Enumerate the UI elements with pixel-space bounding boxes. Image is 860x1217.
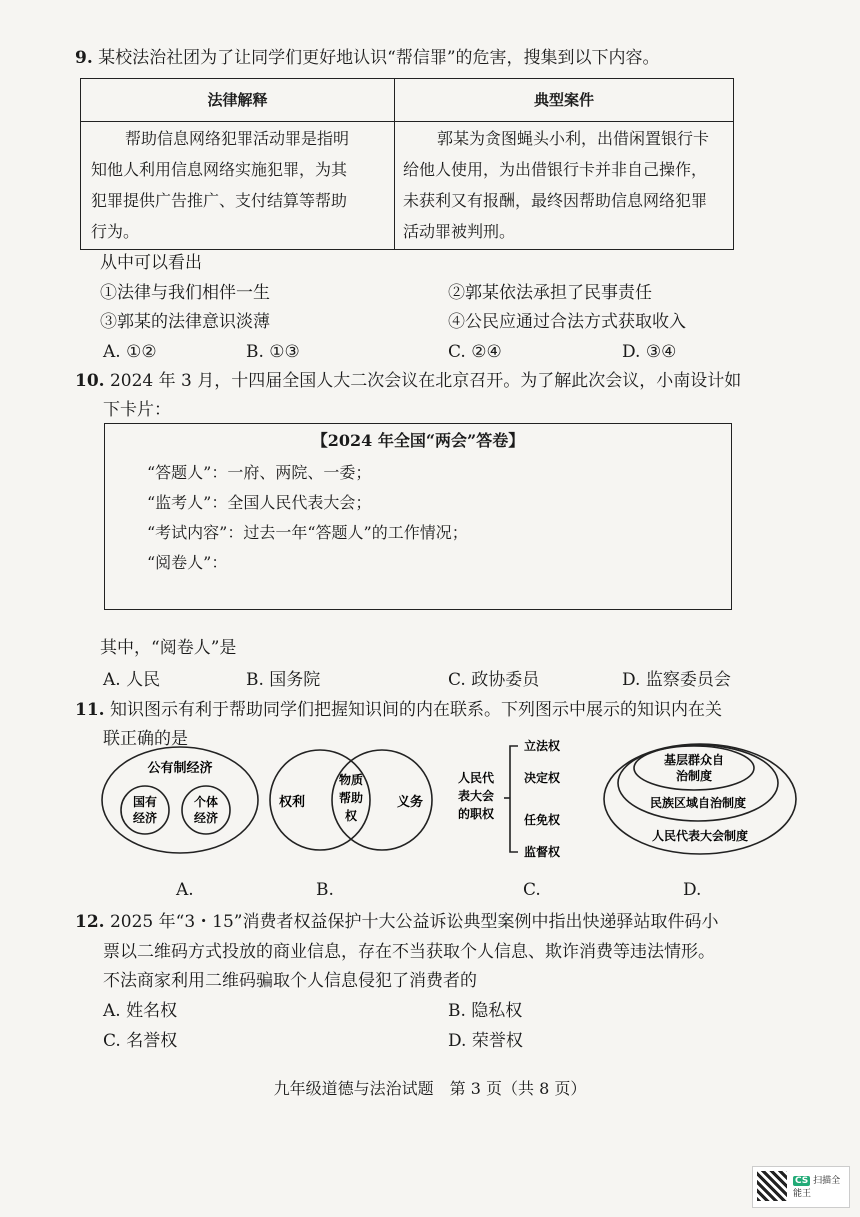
q9-statement: ②郭某依法承担了民事责任	[448, 283, 652, 303]
q12-stem-text: 2025 年“3・15”消费者权益保护十大公益诉讼典型案例中指出快递驿站取件码小	[109, 912, 719, 932]
q9-table	[80, 78, 734, 250]
q11-b-mid-label: 帮助	[338, 791, 364, 805]
q11-b-left-label: 权利	[278, 795, 306, 810]
q9-lead: 从中可以看出	[100, 253, 202, 273]
q11-stem-text: 知识图示有利于帮助同学们把握知识间的内在联系。下列图示中展示的知识内在关	[109, 700, 722, 720]
q10-lead: 其中，“阅卷人”是	[100, 638, 237, 658]
q11-d-outer-label: 人民代表大会制度	[651, 829, 749, 843]
q11-c-branch-label: 任免权	[524, 813, 561, 827]
q9-right-line: 给他人使用，为出借银行卡并非自己操作，	[403, 160, 708, 179]
q11-a-right-label: 个体	[193, 795, 219, 809]
q10-option-d[interactable]: D. 监察委员会	[622, 670, 731, 690]
q11-stem-line2: 联正确的是	[103, 729, 188, 749]
q9-right-line: 郭某为贪图蝇头小利，出借闲置银行卡	[437, 129, 710, 148]
q12-option-d[interactable]: D. 荣誉权	[448, 1031, 523, 1051]
q11-d-middle-label: 民族区域自治制度	[649, 796, 747, 810]
scanner-logo: CS	[795, 1176, 809, 1186]
q11-c-root-label: 表大会	[457, 789, 495, 803]
q10-stem-line1	[75, 366, 741, 396]
q11-diagram-c	[448, 738, 578, 860]
q11-b-right-label: 义务	[396, 795, 424, 810]
q11-d-inner-label: 治制度	[675, 769, 713, 783]
q11-stem-line1	[75, 695, 722, 725]
q11-d-inner-label: 基层群众自	[663, 753, 725, 767]
q12-option-a[interactable]: A. 姓名权	[103, 1001, 178, 1021]
q11-diagram-d	[600, 740, 800, 858]
scanner-brand	[793, 1173, 849, 1199]
q9-left-line: 帮助信息网络犯罪活动罪是指明	[125, 129, 350, 148]
q11-a-right-label: 经济	[193, 811, 219, 825]
q12-option-c[interactable]: C. 名誉权	[103, 1031, 178, 1051]
q12-stem-line3: 不法商家利用二维码骗取个人信息侵犯了消费者的	[103, 971, 477, 991]
q9-left-line: 行为。	[91, 222, 140, 241]
q9-table-row-divider	[81, 121, 733, 122]
q9-statement: ③郭某的法律意识淡薄	[100, 312, 270, 332]
q9-statement: ①法律与我们相伴一生	[100, 283, 270, 303]
q11-c-branch-label: 立法权	[524, 739, 561, 753]
q11-c-branch-label: 决定权	[524, 771, 561, 785]
q11-option-d[interactable]: D.	[683, 880, 702, 900]
scanner-badge	[752, 1166, 850, 1208]
q10-card-line: “监考人”：全国人民代表大会；	[147, 493, 372, 512]
q10-option-b[interactable]: B. 国务院	[246, 670, 321, 690]
q10-card-title: 【2024 年全国“两会”答卷】	[311, 431, 525, 450]
q11-a-left-label: 经济	[132, 811, 158, 825]
q10-option-c[interactable]: C. 政协委员	[448, 670, 540, 690]
q11-a-right-circle	[182, 786, 230, 834]
q10-stem-line2: 下卡片：	[103, 400, 171, 420]
q11-a-outer-label: 公有制经济	[147, 761, 213, 776]
q11-c-branch-label: 监督权	[524, 845, 561, 859]
q10-card-line: “考试内容”：过去一年“答题人”的工作情况；	[147, 523, 468, 542]
q10-number: 10.	[75, 371, 105, 391]
q10-option-a[interactable]: A. 人民	[103, 670, 161, 690]
q11-option-c[interactable]: C.	[523, 880, 541, 900]
q11-option-b[interactable]: B.	[316, 880, 334, 900]
q9-stem	[75, 43, 660, 73]
q9-left-line: 知他人利用信息网络实施犯罪，为其	[91, 160, 348, 179]
q10-card-line: “阅卷人”：	[147, 553, 228, 572]
q11-diagram-b	[262, 746, 440, 854]
q11-a-left-label: 国有	[132, 795, 158, 809]
q11-b-mid-label: 物质	[338, 773, 364, 787]
q11-number: 11.	[75, 700, 105, 720]
page-footer: 九年级道德与法治试题 第 3 页（共 8 页）	[273, 1079, 587, 1098]
scanner-name: 扫描全能王	[793, 1176, 841, 1199]
q9-number: 9.	[75, 48, 93, 68]
q12-option-b[interactable]: B. 隐私权	[448, 1001, 523, 1021]
q9-table-header-left: 法律解释	[207, 91, 268, 109]
q11-c-root-label: 的职权	[457, 807, 495, 821]
q9-left-line: 犯罪提供广告推广、支付结算等帮助	[91, 191, 348, 210]
q9-right-line: 未获利又有报酬，最终因帮助信息网络犯罪	[403, 191, 708, 210]
q11-b-mid-label: 权	[344, 809, 358, 823]
q9-option-d[interactable]: D. ③④	[622, 342, 677, 362]
q9-option-b[interactable]: B. ①③	[246, 342, 300, 362]
q9-option-c[interactable]: C. ②④	[448, 342, 502, 362]
q9-right-line: 活动罪被判刑。	[403, 222, 516, 241]
q11-diagram-a	[100, 744, 260, 856]
q10-card-line: “答题人”：一府、两院、一委；	[147, 463, 372, 482]
q9-table-cell-right	[403, 123, 733, 247]
q9-option-a[interactable]: A. ①②	[103, 342, 157, 362]
q9-stem-text: 某校法治社团为了让同学们更好地认识“帮信罪”的危害，搜集到以下内容。	[98, 48, 660, 68]
q10-stem-text: 2024 年 3 月，十四届全国人大二次会议在北京召开。为了解此次会议，小南设计如	[109, 371, 742, 391]
q9-statement: ④公民应通过合法方式获取收入	[448, 312, 686, 332]
q10-card	[104, 423, 732, 610]
qr-code-icon	[757, 1171, 787, 1201]
q12-stem-line2: 票以二维码方式投放的商业信息，存在不当获取个人信息、欺诈消费等违法情形。	[103, 942, 715, 962]
q9-table-header-right: 典型案件	[533, 91, 594, 109]
q12-number: 12.	[75, 912, 105, 932]
q9-table-column-divider	[394, 79, 395, 249]
q11-c-bracket	[510, 746, 518, 852]
q11-option-a[interactable]: A.	[176, 880, 194, 900]
q11-a-left-circle	[121, 786, 169, 834]
q11-c-root-label: 人民代	[457, 771, 495, 785]
q9-table-cell-left	[91, 123, 387, 247]
q12-stem-line1	[75, 907, 718, 937]
